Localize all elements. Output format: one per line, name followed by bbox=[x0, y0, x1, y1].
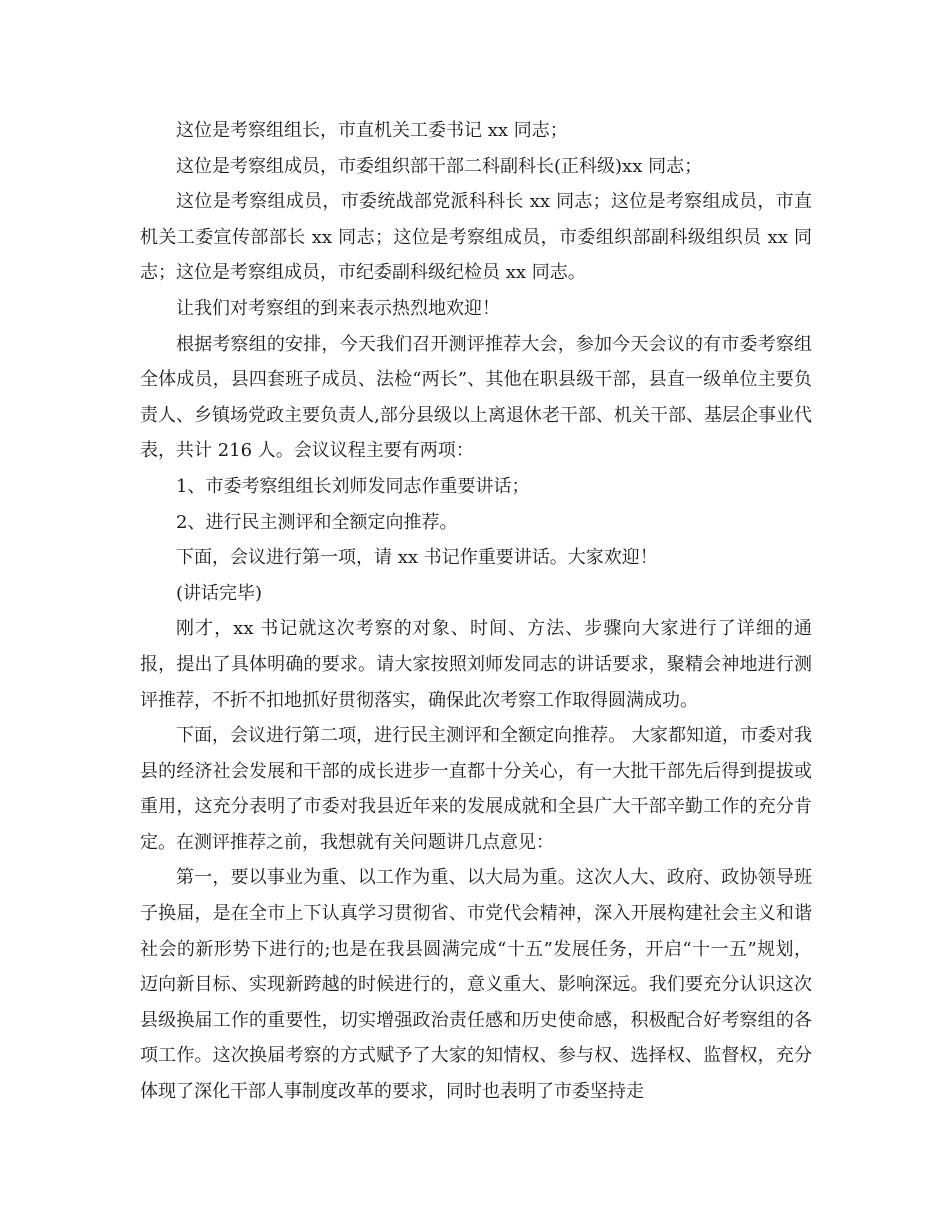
paragraph: 刚才，xx 书记就这次考察的对象、时间、方法、步骤向大家进行了详细的通报，提出了具体明确的要求。请大家按照刘师发同志的讲话要求，聚精会神地进行测评推荐，不折不扣地抓好贯彻落实，确保此次考察工作取得圆满成功。 bbox=[140, 618, 812, 711]
paragraph: 这位是考察组成员，市委统战部党派科科长 xx 同志；这位是考察组成员，市直机关工委宣传部部长 xx 同志；这位是考察组成员，市委组织部副科级组织员 xx 同志；这位是考察组成员，市纪委副科级纪检员 xx 同志。 bbox=[140, 191, 812, 284]
paragraph: 下面，会议进行第一项，请 xx 书记作重要讲话。大家欢迎！ bbox=[176, 547, 658, 569]
paragraph: 根据考察组的安排，今天我们召开测评推荐大会，参加今天会议的有市委考察组全体成员，县四套班子成员、法检“两长”、其他在职县级干部，县直一级单位主要负责人、乡镇场党政主要负责人,部分县级以上离退休老干部、机关干部、基层企事业代表，共计 216 人。会议议程主要有两项： bbox=[140, 333, 812, 462]
paragraph: 让我们对考察组的到来表示热烈地欢迎！ bbox=[176, 297, 500, 319]
document-body bbox=[140, 113, 812, 1110]
paragraph: 1、市委考察组组长刘师发同志作重要讲话； bbox=[176, 475, 530, 497]
paragraph: 这位是考察组组长，市直机关工委书记 xx 同志； bbox=[176, 120, 568, 141]
paragraph: 第一，要以事业为重、以工作为重、以大局为重。这次人大、政府、政协领导班子换届，是在全市上下认真学习贯彻省、市党代会精神，深入开展构建社会主义和谐社会的新形势下进行的;也是在我县圆满完成“十五”发展任务，开启“十一五”规划，迈向新目标、实现新跨越的时候进行的，意义重大、影响深远。我们要充分认识这次县级换届工作的重要性，切实增强政治责任感和历史使命感，积极配合好考察组的各项工作。这次换届考察的方式赋予了大家的知情权、参与权、选择权、监督权，充分体现了深化干部人事制度改革的要求，同时也表明了市委坚持走 bbox=[140, 867, 812, 1103]
paragraph: 这位是考察组成员，市委组织部干部二科副科长(正科级)xx 同志； bbox=[176, 155, 703, 177]
paragraph: (讲话完毕) bbox=[176, 582, 263, 604]
paragraph: 下面，会议进行第二项，进行民主测评和全额定向推荐。 大家都知道，市委对我县的经济社会发展和干部的成长进步一直都十分关心，有一大批干部先后得到提拔或重用，这充分表明了市委对我县近年来的发展成就和全县广大干部辛勤工作的充分肯定。在测评推荐之前，我想就有关问题讲几点意见： bbox=[140, 725, 812, 853]
paragraph: 2、进行民主测评和全额定向推荐。 bbox=[176, 511, 458, 533]
